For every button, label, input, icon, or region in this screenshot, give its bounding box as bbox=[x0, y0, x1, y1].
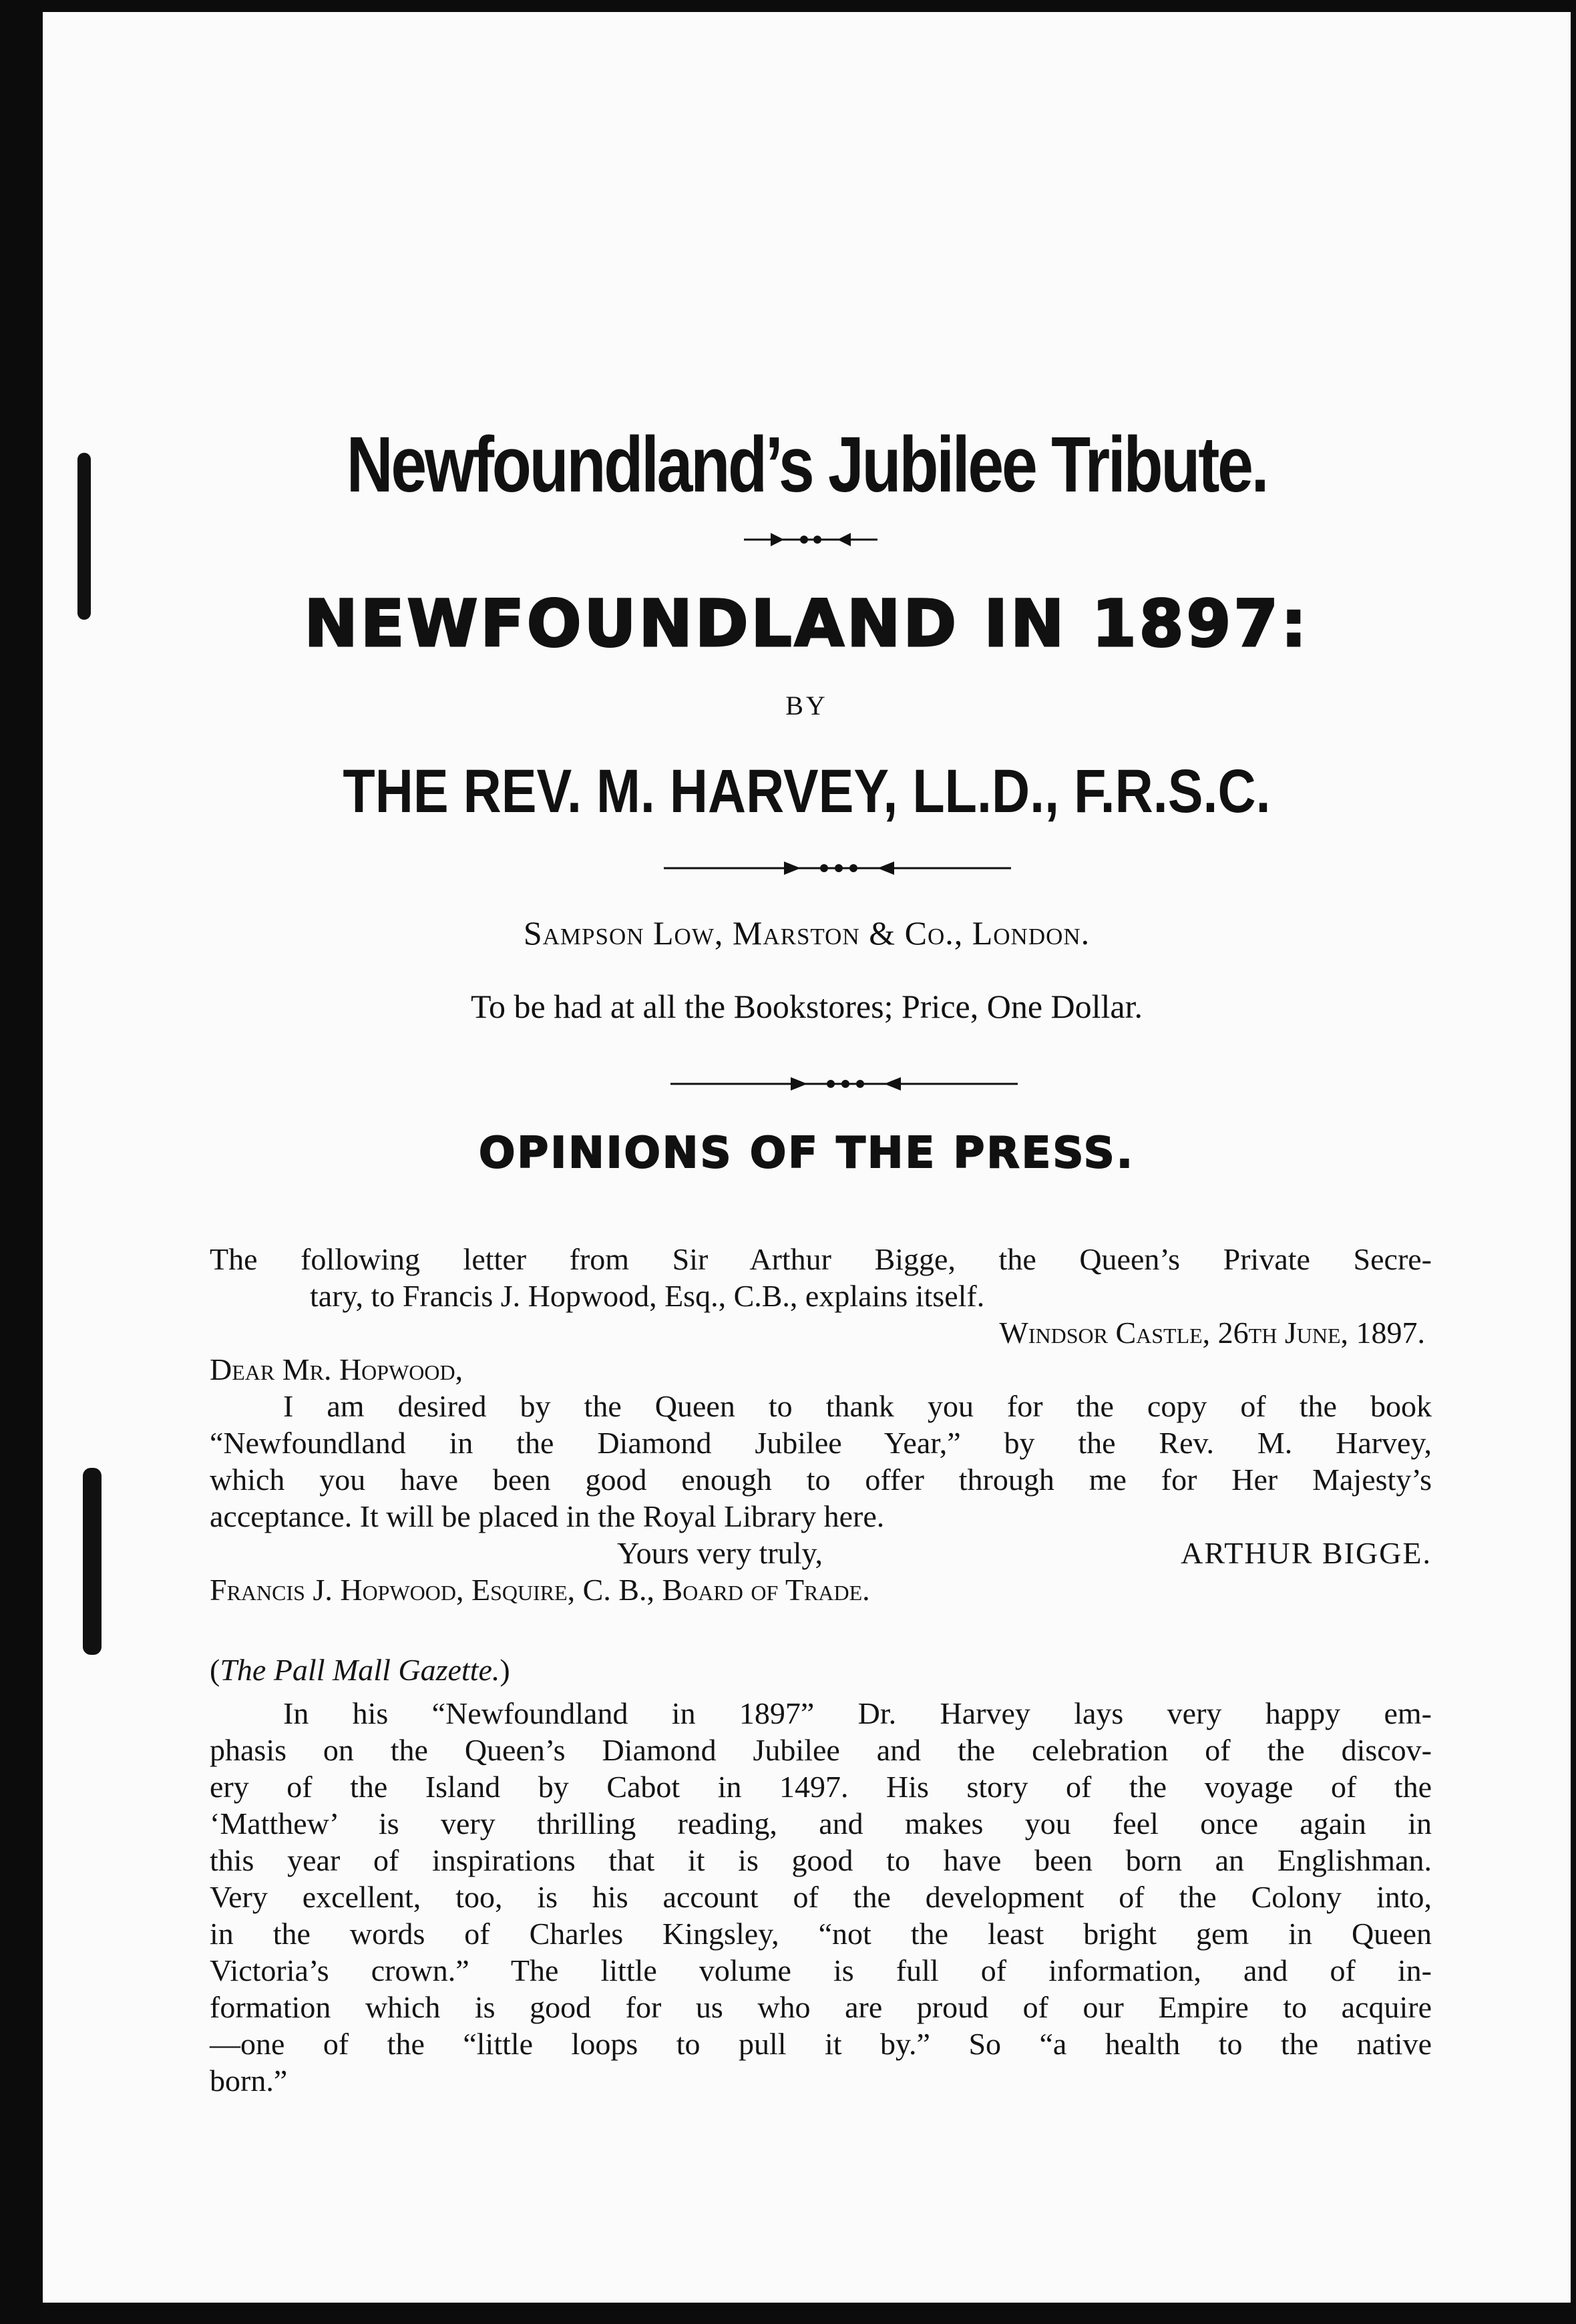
review-line: ‘Matthew’ is very thrilling reading, and makes you feel once again in bbox=[210, 1806, 1432, 1841]
page-title: Newfoundland’s Jubilee Tribute. bbox=[346, 421, 1267, 509]
document-page bbox=[43, 12, 1571, 2303]
letter-body-line: acceptance. It will be placed in the Royal Library here. bbox=[210, 1499, 885, 1533]
letter-block bbox=[210, 1241, 1432, 1608]
letter-body-line: “Newfoundland in the Diamond Jubilee Year,” by the Rev. M. Harvey, bbox=[210, 1426, 1432, 1460]
review-line: Victoria’s crown.” The little volume is full of information, and of in- bbox=[210, 1953, 1432, 1987]
by-label: BY bbox=[785, 691, 828, 721]
scan-mark-bottom bbox=[83, 1468, 102, 1655]
review-block bbox=[210, 1652, 1432, 2099]
book-title: NEWFOUNDLAND IN 1897: bbox=[304, 586, 1310, 661]
review-line: this year of inspirations that it is good to have been born an Englishman. bbox=[210, 1843, 1432, 1877]
review-line: in the words of Charles Kingsley, “not the least bright gem in Queen bbox=[210, 1917, 1432, 1951]
letter-intro-line: tary, to Francis J. Hopwood, Esq., C.B., explains itself. bbox=[310, 1279, 985, 1313]
review-line: Very excellent, too, is his account of the development of the Colony into, bbox=[210, 1880, 1432, 1914]
publisher-line: Sampson Low, Marston & Co., London. bbox=[523, 914, 1091, 952]
opinions-heading: OPINIONS OF THE PRESS. bbox=[479, 1129, 1135, 1178]
review-line: formation which is good for us who are proud of our Empire to acquire bbox=[210, 1990, 1432, 2024]
review-line: born.” bbox=[210, 2064, 288, 2098]
review-line: In his “Newfoundland in 1897” Dr. Harvey lays very happy em- bbox=[283, 1696, 1432, 1730]
review-source: (The Pall Mall Gazette.) bbox=[210, 1653, 510, 1687]
letter-body-line: which you have been good enough to offer through me for Her Majesty’s bbox=[210, 1463, 1432, 1497]
ornament-rule-2 bbox=[664, 855, 1011, 882]
review-line: ery of the Island by Cabot in 1497. His story of the voyage of the bbox=[210, 1770, 1432, 1804]
letter-addressee: Francis J. Hopwood, Esquire, C. B., Board of Trade. bbox=[210, 1573, 870, 1607]
letter-dateline: Windsor Castle, 26th June, 1897. bbox=[999, 1316, 1425, 1350]
letter-signature: ARTHUR BIGGE. bbox=[1181, 1536, 1432, 1570]
letter-body-line: I am desired by the Queen to thank you for the copy of the book bbox=[283, 1389, 1432, 1423]
review-line: phasis on the Queen’s Diamond Jubilee and the celebration of the discov- bbox=[210, 1733, 1432, 1767]
letter-intro-line: The following letter from Sir Arthur Bigge, the Queen’s Private Secre- bbox=[210, 1242, 1432, 1276]
letter-closing: Yours very truly, bbox=[617, 1536, 823, 1570]
ornament-rule-1 bbox=[744, 526, 877, 553]
price-line: To be had at all the Bookstores; Price, One Dollar. bbox=[471, 988, 1143, 1025]
ornament-rule-3 bbox=[670, 1071, 1018, 1097]
author-name: THE REV. M. HARVEY, LL.D., F.R.S.C. bbox=[343, 757, 1271, 825]
review-source-name: The Pall Mall Gazette. bbox=[220, 1653, 500, 1687]
letter-closing-line bbox=[210, 1535, 1432, 1571]
letter-salutation: Dear Mr. Hopwood, bbox=[210, 1352, 463, 1386]
review-line: —one of the “little loops to pull it by.” So “a health to the native bbox=[210, 2027, 1432, 2061]
